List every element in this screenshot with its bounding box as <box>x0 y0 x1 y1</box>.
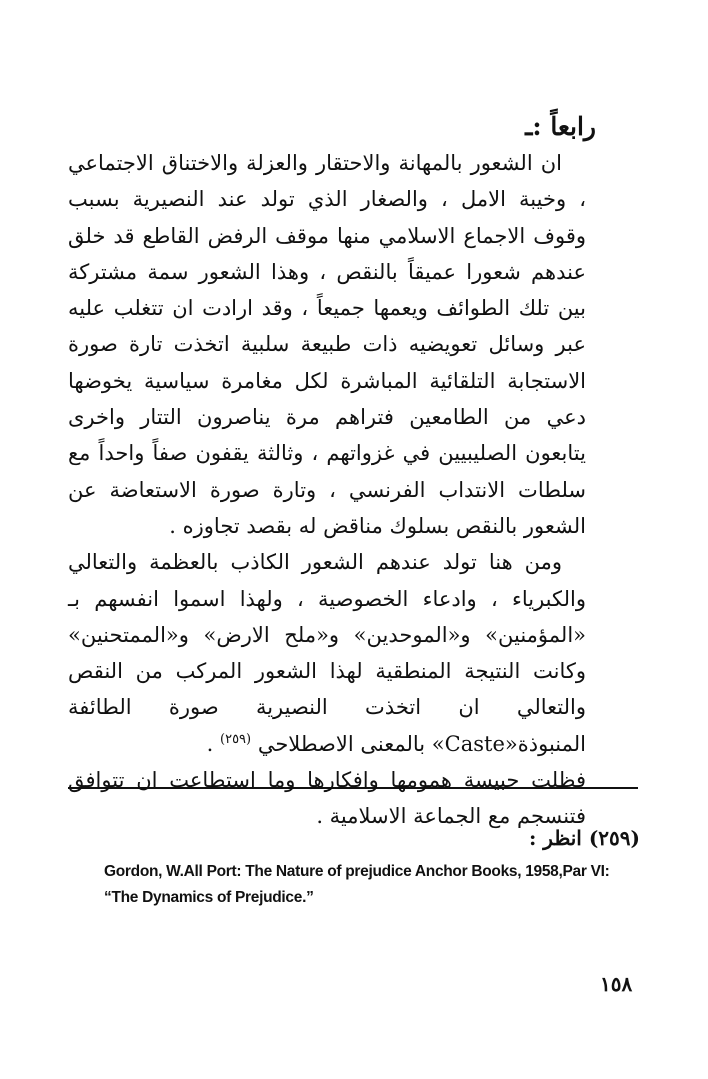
section-heading: رابعاً :ـ <box>525 112 596 141</box>
footnote-label: (٢٥٩) انظر : <box>528 826 640 850</box>
footnote-line-2: “The Dynamics of Prejudice.” <box>104 889 314 906</box>
footnote-citation <box>104 859 644 911</box>
paragraph-2: ومن هنا تولد عندهم الشعور الكاذب بالعظمة والتعالي والكبرياء ، وادعاء الخصوصية ، ولهذا اسموا انفسهم بـ «المؤمنين» و«الموحدين» و«ملح الارض» و«الممتحنين» وكانت النتيجة المنطقية لهذا الشعور المركب من النقص والتعالي ان اتخذت النصيرية صورة الطائفة المنبوذة«Caste» بالمعنى الاصطلاحي $^{(٢٥٩)}$ . <box>68 550 586 756</box>
paragraph-1 <box>68 145 586 544</box>
paragraph-2-text: ومن هنا تولد عندهم الشعور الكاذب بالعظمة والتعالي والكبرياء ، وادعاء الخصوصية ، ولهذا اسموا انفسهم بـ «المؤمنين» و«الموحدين» و«ملح الارض» و«الممتحنين» وكانت النتيجة المنطقية لهذا الشعور المركب من النقص والتعالي ان اتخذت النصيرية صورة الطائفة المنبوذة«Caste» بالمعنى الاصطلاحي <box>68 550 586 756</box>
paragraph-3 <box>68 762 586 835</box>
footnote-reference[interactable]: (٢٥٩) <box>220 731 252 747</box>
main-text <box>68 145 586 835</box>
footnote-divider <box>68 787 638 789</box>
paragraph-1-text: ان الشعور بالمهانة والاحتقار والعزلة والاختناق الاجتماعي ، وخيبة الامل ، والصغار الذي تولد عند النصيرية بسبب وقوف الاجماع الاسلامي منها موقف الرفض القاطع قد خلق عندهم شعورا عميقاً بالنقص ، وهذا الشعور سمة مشتركة بين تلك الطوائف ويعمها جميعاً ، وقد ارادت ان تتغلب عليه عبر وسائل تعويضيه ذات طبيعة سلبية اتخذت تارة صورة الاستجابة التلقائية المباشرة لكل مغامرة سياسية يخوضها دعي من الطامعين فتراهم مرة يناصرون التتار واخرى يتابعون الصليبيين في غزواتهم ، وثالثة يقفون صفاً واحداً مع سلطات الانتداب الفرنسي ، وتارة صورة الاستعاضة عن الشعور بالنقص بسلوك مناقض له بقصد تجاوزه . <box>68 151 586 538</box>
paragraph-3-text: فظلت حبيسة همومها وافكارها وما استطاعت ان تتوافق فتنسجم مع الجماعة الاسلامية . <box>68 768 586 829</box>
footnote-line-1: Gordon, W.All Port: The Nature of prejudice Anchor Books, 1958,Par VI: <box>104 863 610 880</box>
page-number: ١٥٨ <box>600 972 633 996</box>
